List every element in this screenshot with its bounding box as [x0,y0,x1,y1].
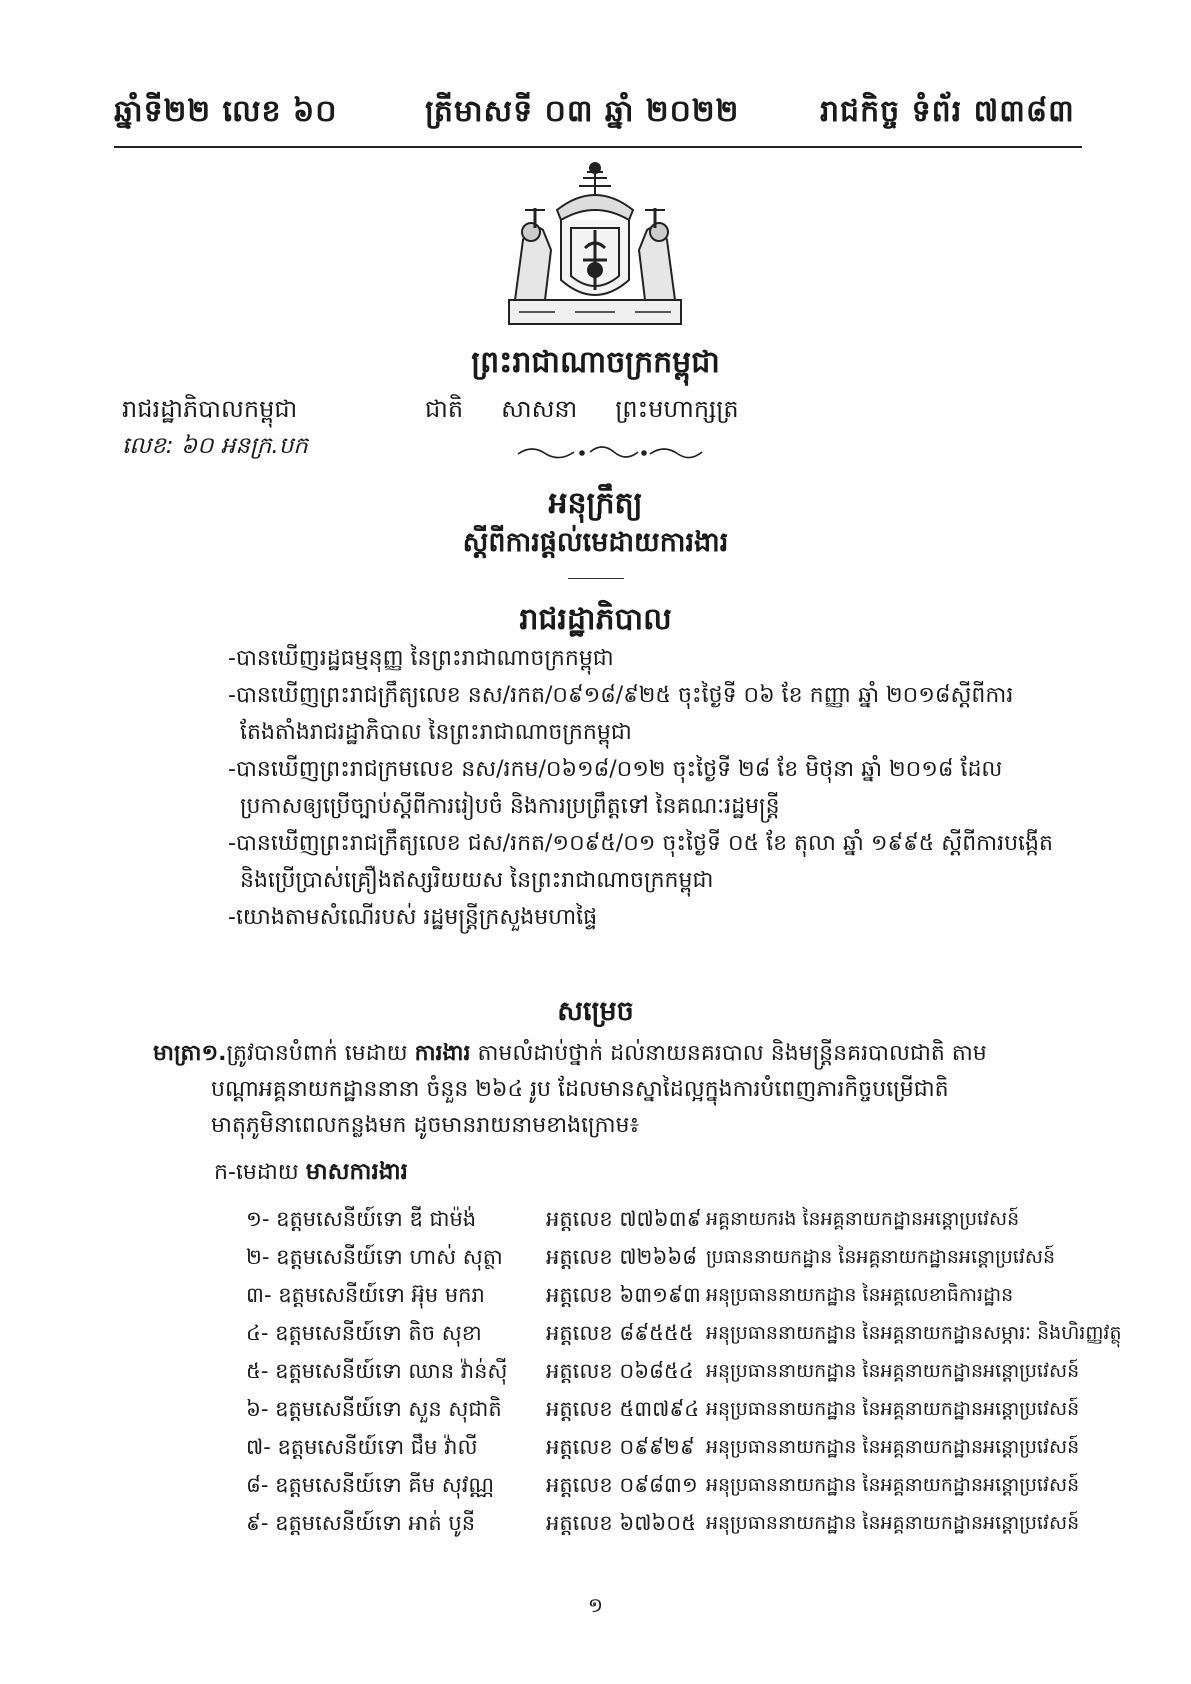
list-item [246,1466,1106,1504]
article-line-3: មាតុភូមិនាពេលកន្លងមក ដូចមានរាយនាមខាងក្រោម៖ [211,1113,640,1138]
header-date: ត្រីមាសទី ០៣ ឆ្នាំ ២០២២ [425,94,740,129]
document-type: អនុក្រឹត្យ [548,486,643,521]
recital-4 [228,825,1094,899]
recital-3 [228,751,1094,825]
article-1 [153,1036,1093,1144]
list-item [246,1390,1106,1428]
recipient-position: អនុប្រធាននាយកដ្ឋាន នៃអគ្គនាយកដ្ឋានអន្តោប្រវេសន៍ [706,1360,1080,1382]
document-subject: ស្តីពីការផ្តល់មេដាយការងារ [462,527,729,558]
recipient-name: ១- ឧត្តមសេនីយ៍ទោ ឌី ជាម៉ង់ [246,1207,477,1231]
recital-line: -បានឃើញព្រះរាជក្រមលេខ នស/រកម/០៦១៨/០១២ ចុះថ្ងៃទី ២៨ ខែ មិថុនា ឆ្នាំ ២០១៨ ដែល [228,757,1003,782]
list-item [246,1352,1106,1390]
recipient-list [246,1200,1122,1542]
recital-line-continued: តែងតាំងរាជរដ្ឋាភិបាល នៃព្រះរាជាណាចក្រកម្ពុជា [240,720,632,745]
recipient-id: អត្តលេខ ៦៧៦០៥ [546,1511,697,1535]
recital-1 [228,640,1094,677]
recital-5 [228,899,1094,936]
page-number: ១ [587,1593,604,1617]
recipient-position: អនុប្រធាននាយកដ្ឋាន នៃអគ្គនាយកដ្ឋានសម្ភារៈ និងហិរញ្ញវត្ថុ [706,1322,1122,1344]
list-item [246,1504,1106,1542]
recipient-position: អនុប្រធាននាយកដ្ឋាន នៃអគ្គលេខាធិការដ្ឋាន [706,1284,1014,1306]
recipient-id: អត្តលេខ ៨៩៥៥៥ [546,1321,694,1345]
list-item [246,1276,1106,1314]
recipient-name: ៣- ឧត្តមសេនីយ៍ទោ អ៊ុម មករា [246,1283,485,1307]
recital-line-continued: និងប្រើប្រាស់គ្រឿងឥស្សរិយយស នៃព្រះរាជាណាចក្រកម្ពុជា [240,868,714,893]
header-year-issue: ឆ្នាំទី២២ លេខ ៦០ [114,94,338,129]
recipient-name: ៨- ឧត្តមសេនីយ៍ទោ គីម សុវណ្ណ [246,1473,495,1497]
recipient-name: ៤- ឧត្តមសេនីយ៍ទោ តិច សុខា [246,1321,482,1345]
recipient-id: អត្តលេខ ០៩៩២៩ [546,1435,695,1459]
recipient-id: អត្តលេខ ៦៣១៩៣ [546,1283,701,1307]
article-line-2: បណ្តាអគ្គនាយកដ្ឋាននានា ចំនួន ២៦៤ រូប ដែលមានស្នាដៃល្អក្នុងការបំពេញភារកិច្ចបម្រើជាតិ [211,1077,949,1102]
recipient-position: អនុប្រធាននាយកដ្ឋាន នៃអគ្គនាយកដ្ឋានអន្តោប្រវេសន៍ [706,1398,1080,1420]
motto-king: ព្រះមហាក្សត្រ [615,395,739,423]
decision-heading: សម្រេច [557,996,634,1027]
medal-name: ការងារ [414,1041,471,1066]
kingdom-title: ព្រះរាជាណាចក្រកម្ពុជា [471,345,720,380]
list-item [246,1238,1106,1276]
recital-2 [228,677,1094,751]
recipient-name: ២- ឧត្តមសេនីយ៍ទោ ហាស់ សុត្ថា [246,1245,503,1269]
recital-line: -បានឃើញរដ្ឋធម្មនុញ្ញ នៃព្រះរាជាណាចក្រកម្ពុជា [228,646,614,671]
recital-line: -យោងតាមសំណើរបស់ រដ្ឋមន្ត្រីក្រសួងមហាផ្ទៃ [228,905,598,930]
recipient-id: អត្តលេខ ៧៧៦៣៩ [546,1207,702,1231]
article-label: មាត្រា១. [153,1041,227,1066]
article-text: ត្រូវបានបំពាក់ មេដាយ [226,1041,415,1066]
royal-coat-of-arms-icon [495,160,695,335]
recipient-name: ៧- ឧត្តមសេនីយ៍ទោ ជឹម វ៉ាលី [246,1435,478,1459]
section-prefix: ក-មេដាយ [214,1160,306,1185]
section-medal-name: មាសការងារ [305,1159,408,1185]
recipient-position: អនុប្រធាននាយកដ្ឋាន នៃអគ្គនាយកដ្ឋានអន្តោប្រវេសន៍ [706,1474,1080,1496]
ornament-divider-icon [510,440,710,464]
list-item [246,1314,1122,1352]
motto-nation: ជាតិ [425,395,464,423]
list-item [246,1200,1106,1238]
list-item [246,1428,1106,1466]
government-heading: រាជរដ្ឋាភិបាល [519,602,672,637]
recital-line: -បានឃើញព្រះរាជក្រឹត្យលេខ នស/រកត/០៩១៨/៩២៥ ចុះថ្ងៃទី ០៦ ខែ កញ្ញា ឆ្នាំ ២០១៨ស្តីពីការ [228,683,1014,708]
recipient-position: អគ្គនាយករង នៃអគ្គនាយកដ្ឋានអន្តោប្រវេសន៍ [706,1208,1020,1230]
recital-line-continued: ប្រកាសឲ្យប្រើច្បាប់ស្តីពីការរៀបចំ និងការប្រព្រឹត្តទៅ នៃគណៈរដ្ឋមន្ត្រី [240,794,780,819]
recipient-name: ៦- ឧត្តមសេនីយ៍ទោ សួន សុជាតិ [246,1397,502,1421]
recipient-id: អត្តលេខ ៥៣៧៩៤ [546,1397,700,1421]
medal-section-heading [214,1158,408,1191]
national-motto [425,394,777,429]
recipient-name: ៥- ឧត្តមសេនីយ៍ទោ ឈាន វ៉ាន់ស៊ី [246,1359,508,1383]
recipient-id: អត្តលេខ ០៩៨៣១ [546,1473,698,1497]
motto-religion: សាសនា [501,395,578,423]
recipient-position: ប្រធាននាយកដ្ឋាន នៃអគ្គនាយកដ្ឋានអន្តោប្រវេសន៍ [706,1246,1056,1268]
recital-line: -បានឃើញព្រះរាជក្រឹត្យលេខ ជស/រកត/១០៩៥/០១ ចុះថ្ងៃទី ០៥ ខែ តុលា ឆ្នាំ ១៩៩៥ ស្តីពីការបង្កើត [228,831,1053,856]
recipient-id: អត្តលេខ ០៦៨៥៤ [546,1359,694,1383]
government-name: រាជរដ្ឋាភិបាលកម្ពុជា [122,395,298,423]
recipient-id: អត្តលេខ ៧២៦៦៨ [546,1245,698,1269]
header-divider [114,146,1082,148]
recipient-position: អនុប្រធាននាយកដ្ឋាន នៃអគ្គនាយកដ្ឋានអន្តោប្រវេសន៍ [706,1512,1080,1534]
recipient-position: អនុប្រធាននាយកដ្ឋាន នៃអគ្គនាយកដ្ឋានអន្តោប្រវេសន៍ [706,1436,1080,1458]
reference-number: លេខ: ៦០ អនក្រ.បក [122,433,308,459]
recipient-name: ៩- ឧត្តមសេនីយ៍ទោ អាត់ បូនី [246,1511,476,1535]
article-text: តាមលំដាប់ថ្នាក់ ដល់នាយនគរបាល និងមន្ត្រីនគរបាលជាតិ តាម [470,1041,987,1066]
subject-divider [568,578,624,579]
header-page-ref: រាជកិច្ច ទំព័រ ៧៣៨៣ [820,94,1075,129]
